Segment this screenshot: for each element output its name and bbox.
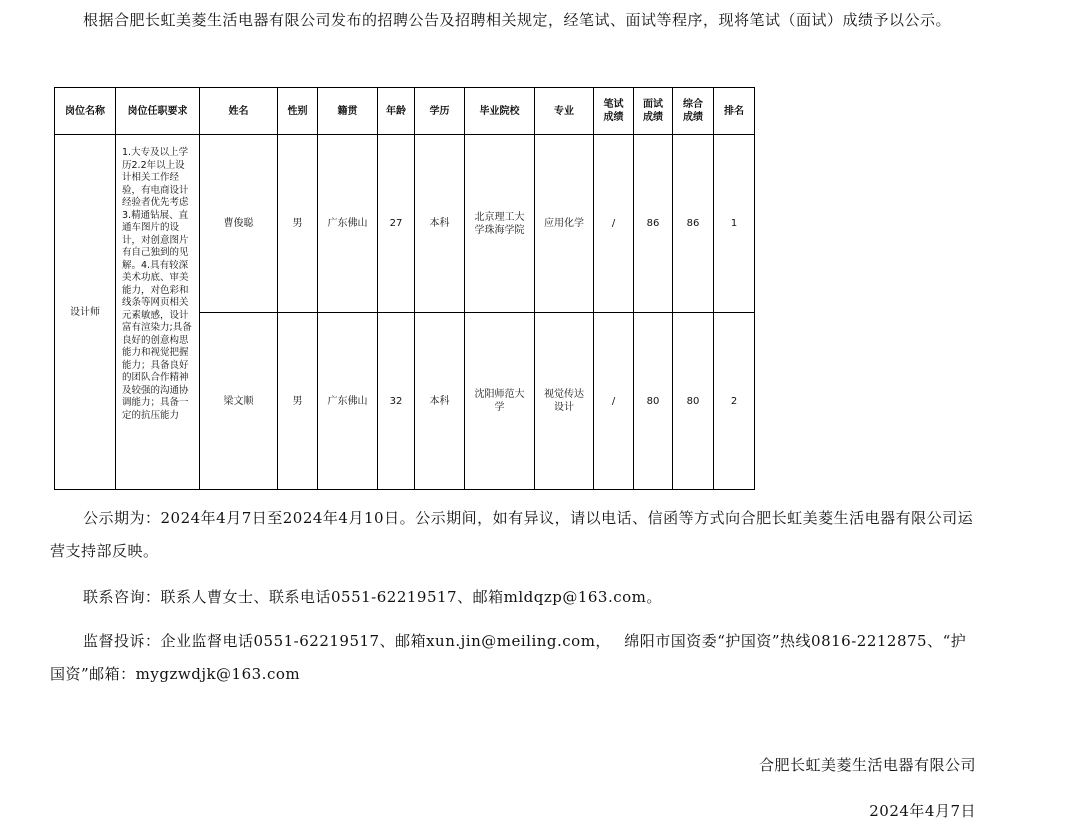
header-cell: 排名 — [714, 88, 755, 135]
header-cell: 专业 — [535, 88, 594, 135]
education-cell: 本科 — [415, 135, 465, 313]
total-score-cell: 80 — [673, 313, 714, 490]
written-score-cell: / — [594, 135, 634, 313]
table-header-row — [55, 88, 755, 135]
name-cell: 梁文顺 — [200, 313, 278, 490]
origin-cell: 广东佛山 — [318, 135, 378, 313]
results-table — [54, 87, 755, 490]
interview-score-cell: 80 — [634, 313, 673, 490]
table-row — [55, 135, 755, 313]
contact-paragraph: 联系咨询：联系人曹女士、联系电话0551-62219517、邮箱mldqzp@163.com。 — [83, 588, 662, 606]
written-score-cell: / — [594, 313, 634, 490]
header-cell: 性别 — [278, 88, 318, 135]
notice-period-paragraph: 公示期为：2024年4月7日至2024年4月10日。公示期间，如有异议，请以电话、信函等方式向合肥长虹美菱生活电器有限公司运营支持部反映。 — [50, 509, 974, 560]
header-cell: 岗位名称 — [55, 88, 116, 135]
supervision-paragraph: 监督投诉：企业监督电话0551-62219517、邮箱xun.jin@meiling.com， 绵阳市国资委“护国资”热线0816-2212875、“护国资”邮箱：mygzwdjk@163.com — [50, 632, 967, 683]
major-cell: 应用化学 — [535, 135, 594, 313]
intro-paragraph: 根据合肥长虹美菱生活电器有限公司发布的招聘公告及招聘相关规定，经笔试、面试等程序，现将笔试（面试）成绩予以公示。 — [83, 11, 952, 29]
gender-cell: 男 — [278, 313, 318, 490]
education-cell: 本科 — [415, 313, 465, 490]
requirements-cell: 1.大专及以上学历2.2年以上设计相关工作经验，有电商设计经验者优先考虑3.精通钻展、直通车图片的设计，对创意图片有自己独到的见解。4.具有较深美术功底、审美能力，对色彩和线条等网页相关元素敏感，设计富有渲染力;具备良好的创意构思能力和视觉把握能力；具备良好的团队合作精神及较强的沟通协调能力；具备一定的抗压能力 — [116, 135, 200, 490]
total-score-cell: 86 — [673, 135, 714, 313]
school-cell: 沈阳师范大学 — [465, 313, 535, 490]
rank-cell: 2 — [714, 313, 755, 490]
header-cell: 岗位任职要求 — [116, 88, 200, 135]
school-cell: 北京理工大学珠海学院 — [465, 135, 535, 313]
major-cell: 视觉传达设计 — [535, 313, 594, 490]
header-cell: 面试成绩 — [634, 88, 673, 135]
age-cell: 27 — [378, 135, 415, 313]
header-cell: 综合成绩 — [673, 88, 714, 135]
rank-cell: 1 — [714, 135, 755, 313]
header-cell: 学历 — [415, 88, 465, 135]
header-cell: 籍贯 — [318, 88, 378, 135]
header-cell: 年龄 — [378, 88, 415, 135]
origin-cell: 广东佛山 — [318, 313, 378, 490]
age-cell: 32 — [378, 313, 415, 490]
interview-score-cell: 86 — [634, 135, 673, 313]
header-cell: 毕业院校 — [465, 88, 535, 135]
name-cell: 曹俊聪 — [200, 135, 278, 313]
header-cell: 姓名 — [200, 88, 278, 135]
header-cell: 笔试成绩 — [594, 88, 634, 135]
position-cell: 设计师 — [55, 135, 116, 490]
gender-cell: 男 — [278, 135, 318, 313]
signature-company: 合肥长虹美菱生活电器有限公司 — [758, 756, 976, 774]
signature-date: 2024年4月7日 — [869, 802, 976, 820]
